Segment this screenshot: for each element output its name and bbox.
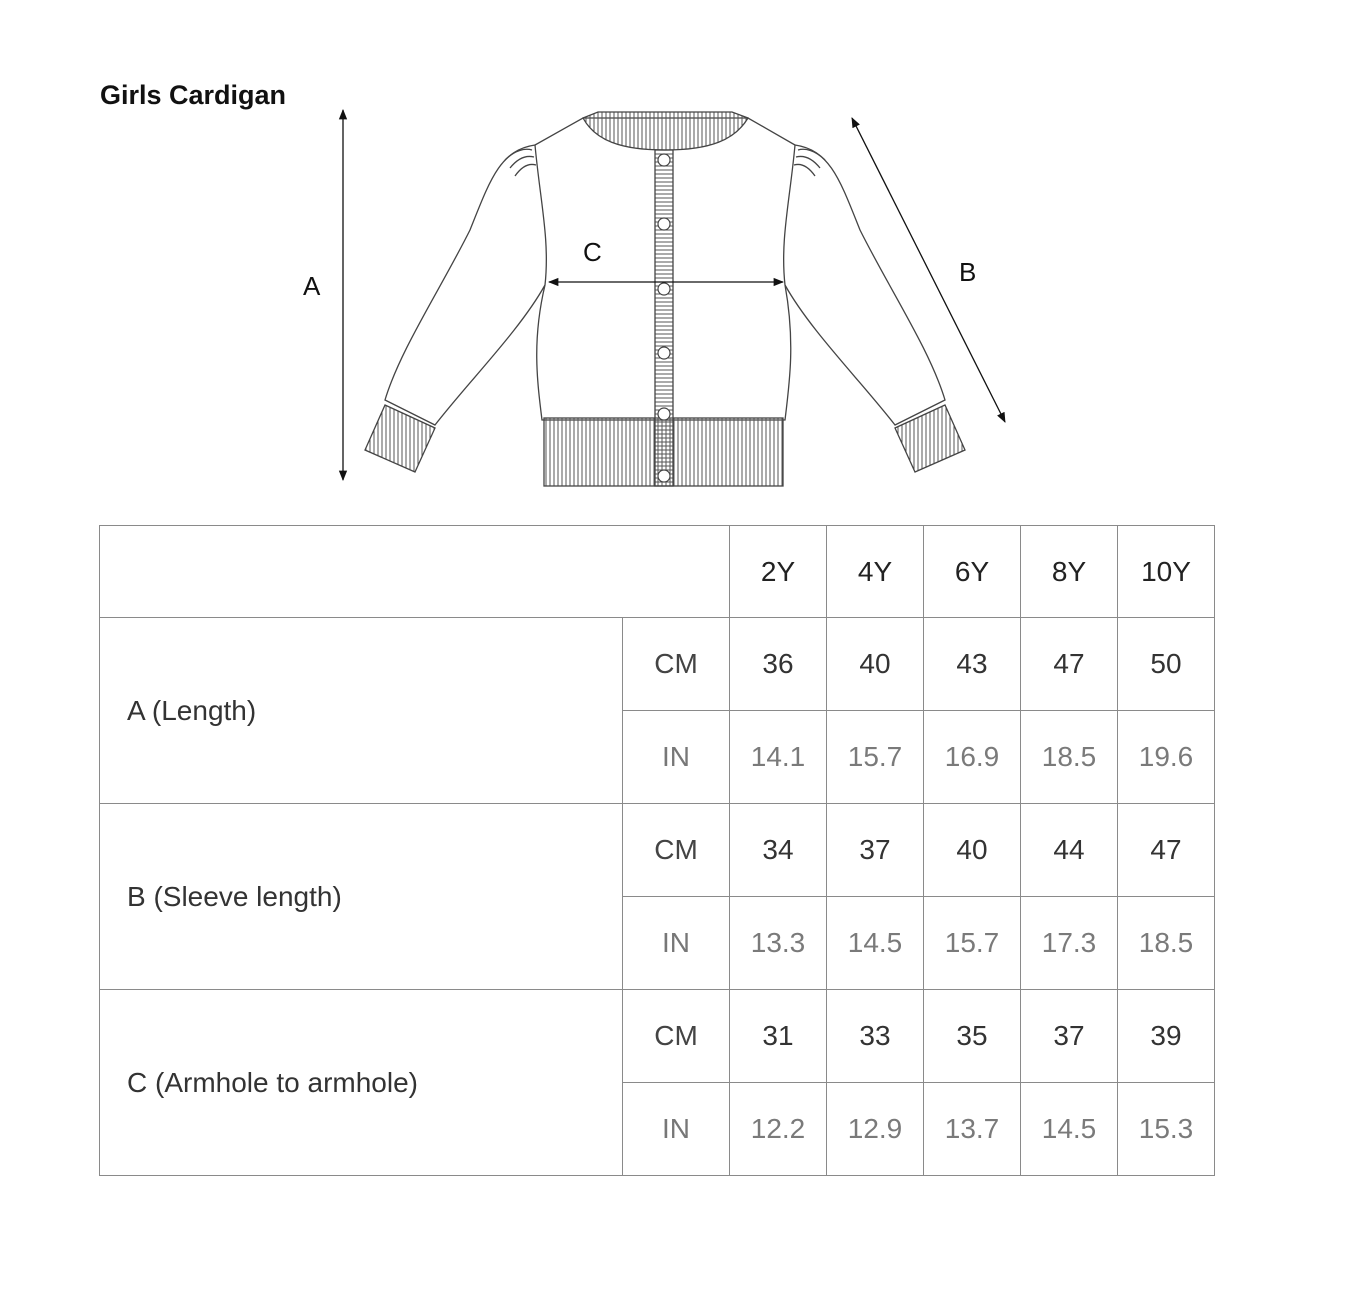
unit-label: CM [623, 990, 730, 1083]
size-header: 2Y [730, 526, 827, 618]
label-a: A [303, 271, 321, 301]
value-cell: 44 [1021, 804, 1118, 897]
cardigan-diagram [0, 0, 1354, 510]
unit-label: IN [623, 1083, 730, 1176]
header-blank-cell [100, 526, 730, 618]
size-header: 6Y [924, 526, 1021, 618]
value-cell: 12.9 [827, 1083, 924, 1176]
value-cell: 47 [1118, 804, 1215, 897]
measure-label: A (Length) [100, 618, 623, 804]
button-placket [655, 150, 673, 486]
value-cell: 12.2 [730, 1083, 827, 1176]
value-cell: 16.9 [924, 711, 1021, 804]
measure-label: B (Sleeve length) [100, 804, 623, 990]
value-cell: 33 [827, 990, 924, 1083]
size-header-row [100, 526, 1215, 618]
value-cell: 13.3 [730, 897, 827, 990]
unit-label: IN [623, 897, 730, 990]
value-cell: 15.7 [827, 711, 924, 804]
size-chart-table [99, 525, 1215, 1176]
value-cell: 35 [924, 990, 1021, 1083]
value-cell: 40 [924, 804, 1021, 897]
value-cell: 17.3 [1021, 897, 1118, 990]
value-cell: 14.1 [730, 711, 827, 804]
value-cell: 37 [1021, 990, 1118, 1083]
size-header: 8Y [1021, 526, 1118, 618]
value-cell: 50 [1118, 618, 1215, 711]
value-cell: 34 [730, 804, 827, 897]
table-row [100, 618, 1215, 711]
size-header: 4Y [827, 526, 924, 618]
value-cell: 40 [827, 618, 924, 711]
unit-label: CM [623, 618, 730, 711]
value-cell: 36 [730, 618, 827, 711]
value-cell: 39 [1118, 990, 1215, 1083]
value-cell: 19.6 [1118, 711, 1215, 804]
measure-label: C (Armhole to armhole) [100, 990, 623, 1176]
value-cell: 18.5 [1021, 711, 1118, 804]
page-title: Girls Cardigan [100, 80, 287, 110]
unit-label: IN [623, 711, 730, 804]
value-cell: 18.5 [1118, 897, 1215, 990]
value-cell: 43 [924, 618, 1021, 711]
label-c: C [583, 237, 602, 267]
value-cell: 15.3 [1118, 1083, 1215, 1176]
unit-label: CM [623, 804, 730, 897]
value-cell: 14.5 [1021, 1083, 1118, 1176]
value-cell: 15.7 [924, 897, 1021, 990]
value-cell: 13.7 [924, 1083, 1021, 1176]
value-cell: 47 [1021, 618, 1118, 711]
size-header: 10Y [1118, 526, 1215, 618]
value-cell: 37 [827, 804, 924, 897]
label-b: B [959, 257, 977, 287]
value-cell: 31 [730, 990, 827, 1083]
table-row [100, 990, 1215, 1083]
table-row [100, 804, 1215, 897]
value-cell: 14.5 [827, 897, 924, 990]
